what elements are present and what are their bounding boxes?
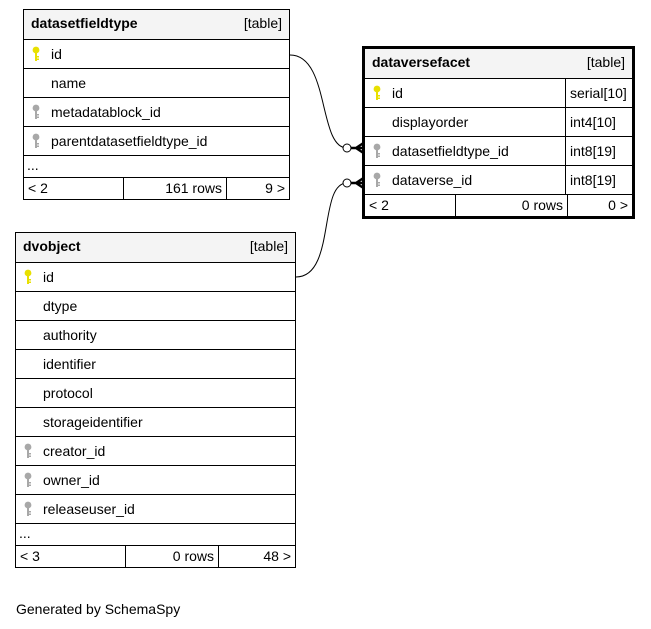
foreign-key-icon xyxy=(23,472,33,488)
column-type: serial[10] xyxy=(565,79,627,107)
children-link[interactable]: 0 > xyxy=(567,195,632,216)
column-row[interactable] xyxy=(16,465,295,494)
table-footer xyxy=(365,194,632,216)
children-link[interactable]: 9 > xyxy=(226,178,289,199)
column-name: authority xyxy=(43,327,97,343)
column-row[interactable] xyxy=(365,165,632,194)
column-row[interactable] xyxy=(16,407,295,436)
table-type-label: [table] xyxy=(243,15,282,31)
edge-datasetfieldtype-id xyxy=(290,55,347,148)
column-row[interactable] xyxy=(16,291,295,320)
parents-link[interactable]: < 3 xyxy=(20,548,40,564)
table-footer xyxy=(24,177,289,199)
parents-link[interactable]: < 2 xyxy=(28,180,48,196)
table-name: dvobject xyxy=(23,238,81,254)
more-columns-ellipsis[interactable] xyxy=(24,155,289,177)
table-dataversefacet[interactable] xyxy=(362,46,635,219)
column-name: creator_id xyxy=(43,443,106,459)
table-type-label: [table] xyxy=(249,238,288,254)
row-count: 161 rows xyxy=(123,178,226,199)
primary-key-icon xyxy=(31,46,41,62)
ellipsis-text: ... xyxy=(27,157,39,173)
column-row[interactable] xyxy=(16,262,295,291)
table-dvobject[interactable] xyxy=(15,232,296,568)
generated-by-footer: Generated by SchemaSpy xyxy=(16,601,181,617)
edge-datasetfieldtype-id-optional-marker xyxy=(343,144,351,152)
foreign-key-icon xyxy=(23,501,33,517)
column-name: name xyxy=(51,75,87,91)
table-header[interactable] xyxy=(16,233,295,262)
foreign-key-icon xyxy=(372,143,382,159)
column-row[interactable] xyxy=(16,378,295,407)
column-name: displayorder xyxy=(392,114,469,130)
foreign-key-icon xyxy=(372,172,382,188)
column-row[interactable] xyxy=(24,68,289,97)
column-name: releaseuser_id xyxy=(43,501,135,517)
row-count: 0 rows xyxy=(125,546,218,567)
column-row[interactable] xyxy=(16,494,295,523)
column-name: dtype xyxy=(43,298,78,314)
column-name: datasetfieldtype_id xyxy=(392,143,509,159)
table-name: datasetfieldtype xyxy=(31,15,138,31)
column-row[interactable] xyxy=(365,136,632,165)
column-type: int4[10] xyxy=(565,108,616,136)
column-name: storageidentifier xyxy=(43,414,143,430)
column-row[interactable] xyxy=(365,78,632,107)
column-name: identifier xyxy=(43,356,96,372)
column-row[interactable] xyxy=(16,436,295,465)
column-type: int8[19] xyxy=(565,137,616,165)
parents-link[interactable]: < 2 xyxy=(369,197,389,213)
more-columns-ellipsis[interactable] xyxy=(16,523,295,545)
column-name: dataverse_id xyxy=(392,172,473,188)
edge-dvobject-id-optional-marker xyxy=(343,179,351,187)
edge-dvobject-id xyxy=(296,183,347,277)
primary-key-icon xyxy=(23,269,33,285)
column-row[interactable] xyxy=(24,126,289,155)
column-name: owner_id xyxy=(43,472,100,488)
row-count: 0 rows xyxy=(455,195,567,216)
column-name: id xyxy=(43,269,54,285)
column-row[interactable] xyxy=(16,320,295,349)
ellipsis-text: ... xyxy=(19,525,31,541)
table-header[interactable] xyxy=(365,49,632,78)
column-name: id xyxy=(51,46,62,62)
table-datasetfieldtype[interactable] xyxy=(23,9,290,200)
foreign-key-icon xyxy=(31,104,41,120)
column-row[interactable] xyxy=(16,349,295,378)
column-name: parentdatasetfieldtype_id xyxy=(51,133,208,149)
column-name: id xyxy=(392,85,403,101)
column-name: protocol xyxy=(43,385,93,401)
table-footer xyxy=(16,545,295,567)
foreign-key-icon xyxy=(31,133,41,149)
children-link[interactable]: 48 > xyxy=(218,546,295,567)
column-row[interactable] xyxy=(24,39,289,68)
table-type-label: [table] xyxy=(586,54,625,70)
table-name: dataversefacet xyxy=(372,54,471,70)
column-row[interactable] xyxy=(24,97,289,126)
column-row[interactable] xyxy=(365,107,632,136)
foreign-key-icon xyxy=(23,443,33,459)
column-name: metadatablock_id xyxy=(51,104,161,120)
table-header[interactable] xyxy=(24,10,289,39)
column-type: int8[19] xyxy=(565,166,616,194)
primary-key-icon xyxy=(372,85,382,101)
